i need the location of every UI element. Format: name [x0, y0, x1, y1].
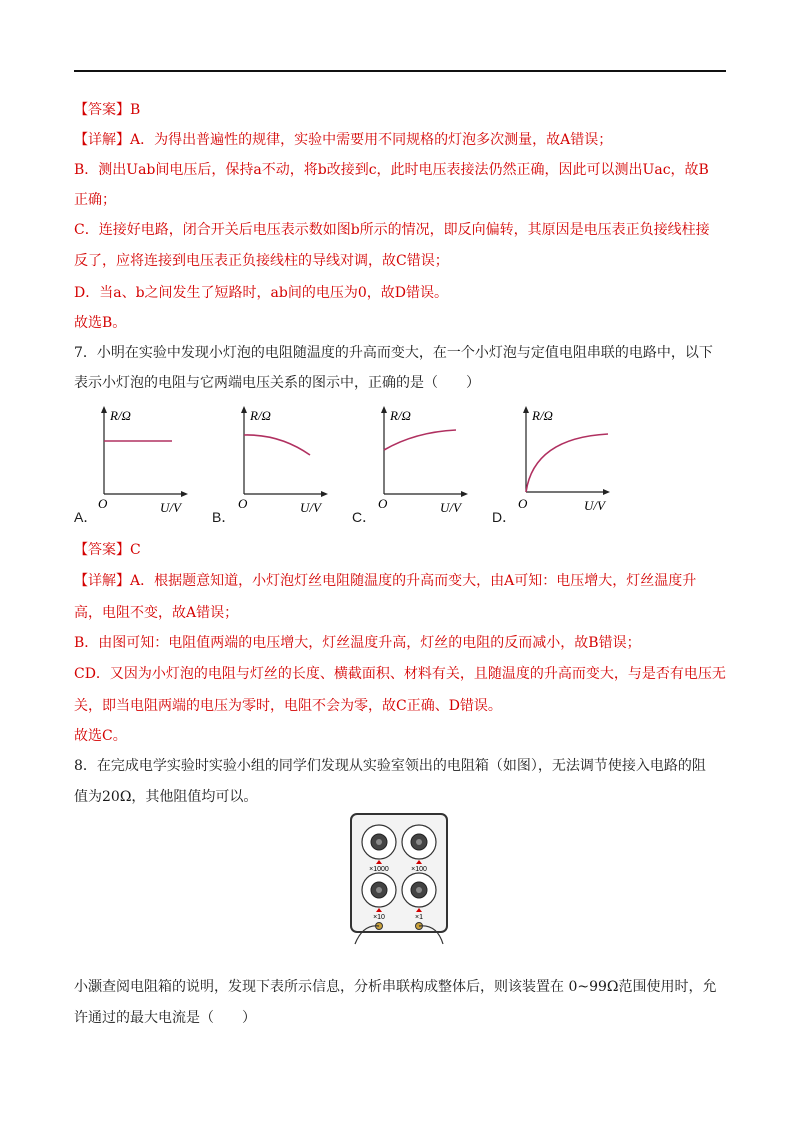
dial-label-x100: ×100	[411, 866, 427, 873]
graph-d-xlabel: U/V	[584, 498, 605, 513]
graph-d-x-arrow	[603, 489, 610, 495]
graph-a	[88, 400, 228, 520]
graph-d-curve	[526, 434, 608, 492]
graph-a-y-arrow	[101, 406, 107, 413]
graph-d-origin: O	[518, 496, 528, 511]
graph-b	[230, 400, 370, 520]
graph-b-curve	[244, 435, 310, 455]
graph-b-x-arrow	[321, 491, 328, 497]
graph-a-ylabel: R/Ω	[110, 408, 131, 423]
graph-b-ylabel: R/Ω	[250, 408, 271, 423]
graph-a-origin: O	[98, 496, 108, 511]
q7-stem-line1: 7．小明在实验中发现小灯泡的电阻随温度的升高而变大，在一个小灯泡与定值电阻串联的电路中，以下	[74, 345, 713, 361]
q6-detail-d: D．当a、b之间发生了短路时，ab间的电压为0，故D错误。	[74, 285, 448, 301]
dial-x10	[362, 873, 396, 907]
graph-b-xlabel: U/V	[300, 500, 321, 515]
q8-stem-line1: 8．在完成电学实验时实验小组的同学们发现从实验室领出的电阻箱（如图），无法调节使接入电路的阻	[74, 758, 706, 774]
q6-detail-b-line1: B．测出Uab间电压后，保持a不动，将b改接到c，此时电压表接法仍然正确，因此可以测出Uac，故B	[74, 162, 709, 178]
dial-label-x1000: ×1000	[369, 866, 389, 873]
graph-d-ylabel: R/Ω	[532, 408, 553, 423]
q6-detail-a: 【详解】A．为得出普遍性的规律，实验中需要用不同规格的灯泡多次测量，故A错误；	[74, 132, 613, 148]
q7-detail-b: B．由图可知：电阻值两端的电压增大，灯丝温度升高，灯丝的电阻的反而减小，故B错误；	[74, 635, 641, 651]
q8-after-line1: 小灏查阅电阻箱的说明，发现下表所示信息，分析串联构成整体后，则该装置在 0~99Ω范围使用时，允	[74, 979, 717, 995]
dial-x1	[402, 873, 436, 907]
q6-answer: 【答案】B	[74, 102, 141, 118]
graph-d	[512, 400, 652, 520]
graph-c-x-arrow	[461, 491, 468, 497]
dial-x100	[402, 825, 436, 859]
q7-detail-a-line2: 高，电阻不变，故A错误；	[74, 605, 239, 621]
option-b-label: B．	[212, 509, 236, 525]
q7-detail-cd-line1: CD．又因为小灯泡的电阻与灯丝的长度、横截面积、材料有关，且随温度的升高而变大，与是否有电压无	[74, 666, 726, 682]
graph-c-xlabel: U/V	[440, 500, 461, 515]
graph-d-y-arrow	[523, 406, 529, 413]
q6-conclusion: 故选B。	[74, 315, 127, 331]
graph-c-ylabel: R/Ω	[390, 408, 411, 423]
resistance-box-figure	[345, 812, 453, 952]
header-rule	[74, 70, 726, 72]
dial-label-x1: ×1	[415, 914, 423, 921]
graph-b-origin: O	[238, 496, 248, 511]
option-a-label: A．	[74, 509, 98, 525]
graph-a-xlabel: U/V	[160, 500, 181, 515]
q7-answer: 【答案】C	[74, 542, 141, 558]
graph-c	[370, 400, 510, 520]
option-d-label: D．	[492, 509, 517, 525]
q6-detail-c-line2: 反了，应将连接到电压表正负接线柱的导线对调，故C错误；	[74, 253, 449, 269]
graph-c-y-arrow	[381, 406, 387, 413]
dial-x1000	[362, 825, 396, 859]
q8-stem-line2: 值为20Ω，其他阻值均可以。	[74, 789, 258, 805]
q7-stem-line2: 表示小灯泡的电阻与它两端电压关系的图示中，正确的是（ ）	[74, 375, 480, 391]
option-c-label: C．	[352, 509, 377, 525]
q7-conclusion: 故选C。	[74, 728, 127, 744]
q7-detail-cd-line2: 关，即当电阻两端的电压为零时，电阻不会为零，故C正确、D错误。	[74, 698, 502, 714]
q8-after-line2: 许通过的最大电流是（ ）	[74, 1010, 256, 1026]
graph-c-curve	[384, 430, 456, 450]
graph-a-x-arrow	[181, 491, 188, 497]
q6-detail-c-line1: C．连接好电路，闭合开关后电压表示数如图b所示的情况，即反向偏转，其原因是电压表正负接线柱接	[74, 222, 710, 238]
q6-detail-b-line2: 正确；	[74, 192, 116, 208]
dial-label-x10: ×10	[373, 914, 385, 921]
graph-b-y-arrow	[241, 406, 247, 413]
graph-c-origin: O	[378, 496, 388, 511]
q7-detail-a-line1: 【详解】A．根据题意知道，小灯泡灯丝电阻随温度的升高而变大，由A可知：电压增大，灯丝温度升	[74, 573, 697, 589]
